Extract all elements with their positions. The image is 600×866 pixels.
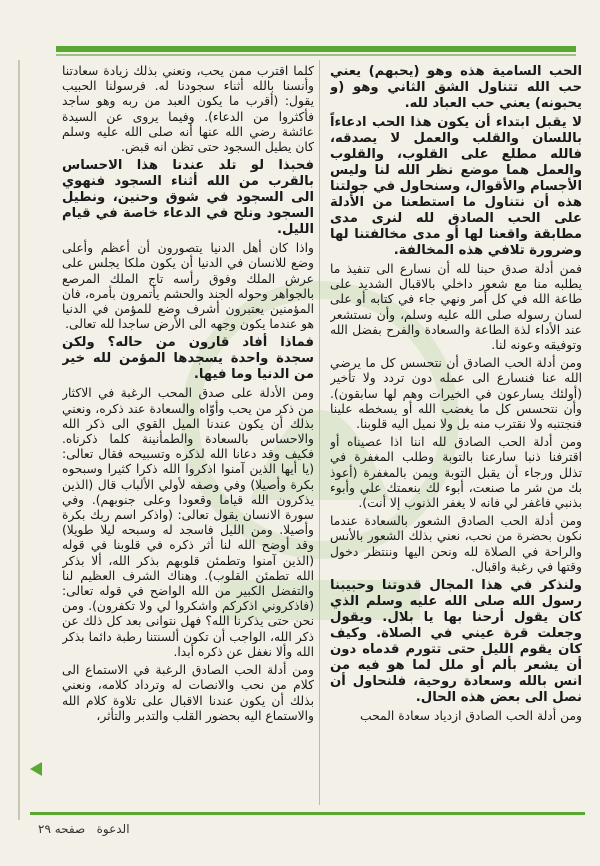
page-footer [38,822,130,836]
continue-arrow-icon [30,762,42,776]
column-divider [319,60,320,805]
magazine-name: الدعوة [96,822,130,836]
paragraph: ومن أدلة الحب الصادق الشعور بالسعادة عندما نكون بحضرة من نحب، نعني بذلك الشعور بالأنس والراحة في الصلاة لله ونحن اليها وننتظر دخول وقتها في رغبة واقبال. [330,514,582,574]
paragraph: الحب السامية هذه وهو (يحبهم) يعني حب الله تتناول الشق الثاني وهو (و يحبونه) يعني حب العباد لله. [330,64,582,111]
paragraph: ومن أدلة الحب الصادق الرغبة في الاستماع الى كلام من نحب والانصات له وترداد كلامه، ونعني بذلك أن يكون عندنا الاقبال على تلاوة كلام الله والاستماع اليه بحضور القلب والتدبر والتأثر، [62,663,314,723]
paragraph: فحبذا لو تلد عندنا هذا الاحساس بالقرب من الله أثناء السجود فنهوي الى السجود في شوق وحنين، ونطيل السجود ونلح في الدعاء خاصة في قيام الليل. [62,158,314,238]
page-number: صفحه ٢٩ [38,822,86,836]
paragraph: ولنذكر في هذا المجال قدوتنا وحبيبنا رسول الله صلى الله عليه وسلم الذي كان يقول أرحنا بها يا بلال. ويقول وجعلت قرة عيني في الصلاة. وكيف كان يقوم الليل حتى تتورم قدماه دون أن يشعر بألم أو ملل لما هو فيه من انس بالله وسعادة روحية، فلنحاول أن نصل الى بعض هذه الحال. [330,578,582,706]
paragraph: فمن أدلة صدق حبنا لله أن نسارع الى تنفيذ ما يطلبه منا مع شعور داخلي بالاقبال الشديد على طاعة الله في كل أمر ونهي جاء في كتابه أو على لسان رسوله صلى الله عليه وسلم، وأن نستشعر عند الأداء لذة الطاعة والسعادة والفرح بفضل الله وتوفيقه وعونه لنا. [330,262,582,353]
bottom-green-rule [30,812,585,815]
paragraph: فماذا أفاد قارون من حاله؟ ولكن سجدة واحدة يسجدها المؤمن لله خير من الدنيا وما فيها. [62,335,314,383]
top-green-rule-thin [56,54,576,56]
article-column-left [62,64,314,802]
paragraph: واذا كان أهل الدنيا يتصورون أن أعظم وأعلى وضع للانسان في الدنيا أن يكون ملكا يجلس على عرش الملك وفوق رأسه تاج الملك المرصع بالجواهر وحوله الجند والحشم يأتمرون بأمره، فان المؤمنين يعتبرون أشرف وضع للمؤمن في الدنيا هو عندما يكون وجهه الى الأرض ساجدا لله تعالى. [62,241,314,332]
top-green-rule [56,46,576,52]
article-column-right [330,64,582,802]
paragraph: كلما اقترب ممن يحب، ونعني بذلك زيادة سعادتنا وأنسنا بالله أثناء سجودنا له. فرسولنا الحبيب يقول: (أقرب ما يكون العبد من ربه وهو ساجد فأكثروا من الدعاء). وفيما يروى عن السيدة عائشة رضي الله عنها أنه صلى الله عليه وسلم كان يطيل السجود حتى تظن انه قبض. [62,64,314,155]
paragraph: لا يقبل ابتداء أن يكون هذا الحب ادعاءاً باللسان والقلب والعمل لا يصدقه، فالله مطلع على القلوب، والقلوب والعمل هما موضع نظر الله لنا وليس الأجسام والأقوال، وسنحاول في جولتنا هذه أن نتناول ما استطعنا من الأدلة على الحب الصادق لله لنرى مدى مطابقة واقعنا لها أو مدى مخالفتنا لها وضرورة تلافي هذه المخالفة. [330,115,582,258]
paragraph: ومن أدلة الحب الصادق أن نتحسس كل ما يرضي الله عنا فنسارع الى عمله دون تردد ولا تأخير (أولئك يسارعون في الخيرات وهم لها سابقون). وأن نتحسس كل ما يغضب الله أو يسخطه علينا فنجتنبه ولا نقترب منه بل ولا نميل اليه قلوبنا. [330,356,582,432]
paragraph: ومن الأدلة على صدق المحب الرغبة في الاكثار من ذكر من يحب وأوّاه والسعادة عند ذكره، ونعني بذلك أن يكون عندنا الميل القوي الى ذكر الله والاحساس بالسعادة والطمأنينة كلما ذكرناه. فكيف وقد دعانا الله لذكره وتسبيحه فقال تعالى: (يا أيها الذين آمنوا اذكروا الله ذكرا كثيرا وسبحوه بكرة وأصيلا) وفي وصفه لأولي الألباب قال (الذين يذكرون الله قياما وقعودا وعلى جنوبهم). وفي سورة الانسان يقول تعالى: (واذكر اسم ربك بكرة وأصيلا. ومن الليل فاسجد له وسبحه ليلا طويلا) وقد أوضح الله لنا أثر ذكره في قلوبنا في قوله (الذين آمنوا وتطمئن قلوبهم بذكر الله، ألا بذكر الله تطمئن القلوب). وهناك الشرف العظيم لنا والتفضل الكبير من الله الواضح في قوله تعالى: (فاذكروني اذكركم واشكروا لي ولا تكفرون). ومن نحن حتى يذكرنا الله؟ فهل نتوانى بعد كل ذلك عن ذكر الله، الواجب أن تكون ألسنتنا رطبة دائما بذكر الله وألا نغفل عن ذكره أبدا. [62,386,314,659]
side-rule [18,60,20,820]
paragraph: ومن أدلة الحب الصادق لله اننا اذا عصيناه أو اقترفنا ذنبا سارعنا بالتوبة وطلب المغفرة في تذلل ورجاء أن يقبل التوبة ويمن بالمغفرة (أعوذ بك من شر ما صنعت، أبوء لك بنعمتك علي وأبوء بذنبي فاغفر لي فانه لا يغفر الذنوب إلا أنت). [330,435,582,511]
paragraph: ومن أدلة الحب الصادق ازدياد سعادة المحب [360,709,582,724]
